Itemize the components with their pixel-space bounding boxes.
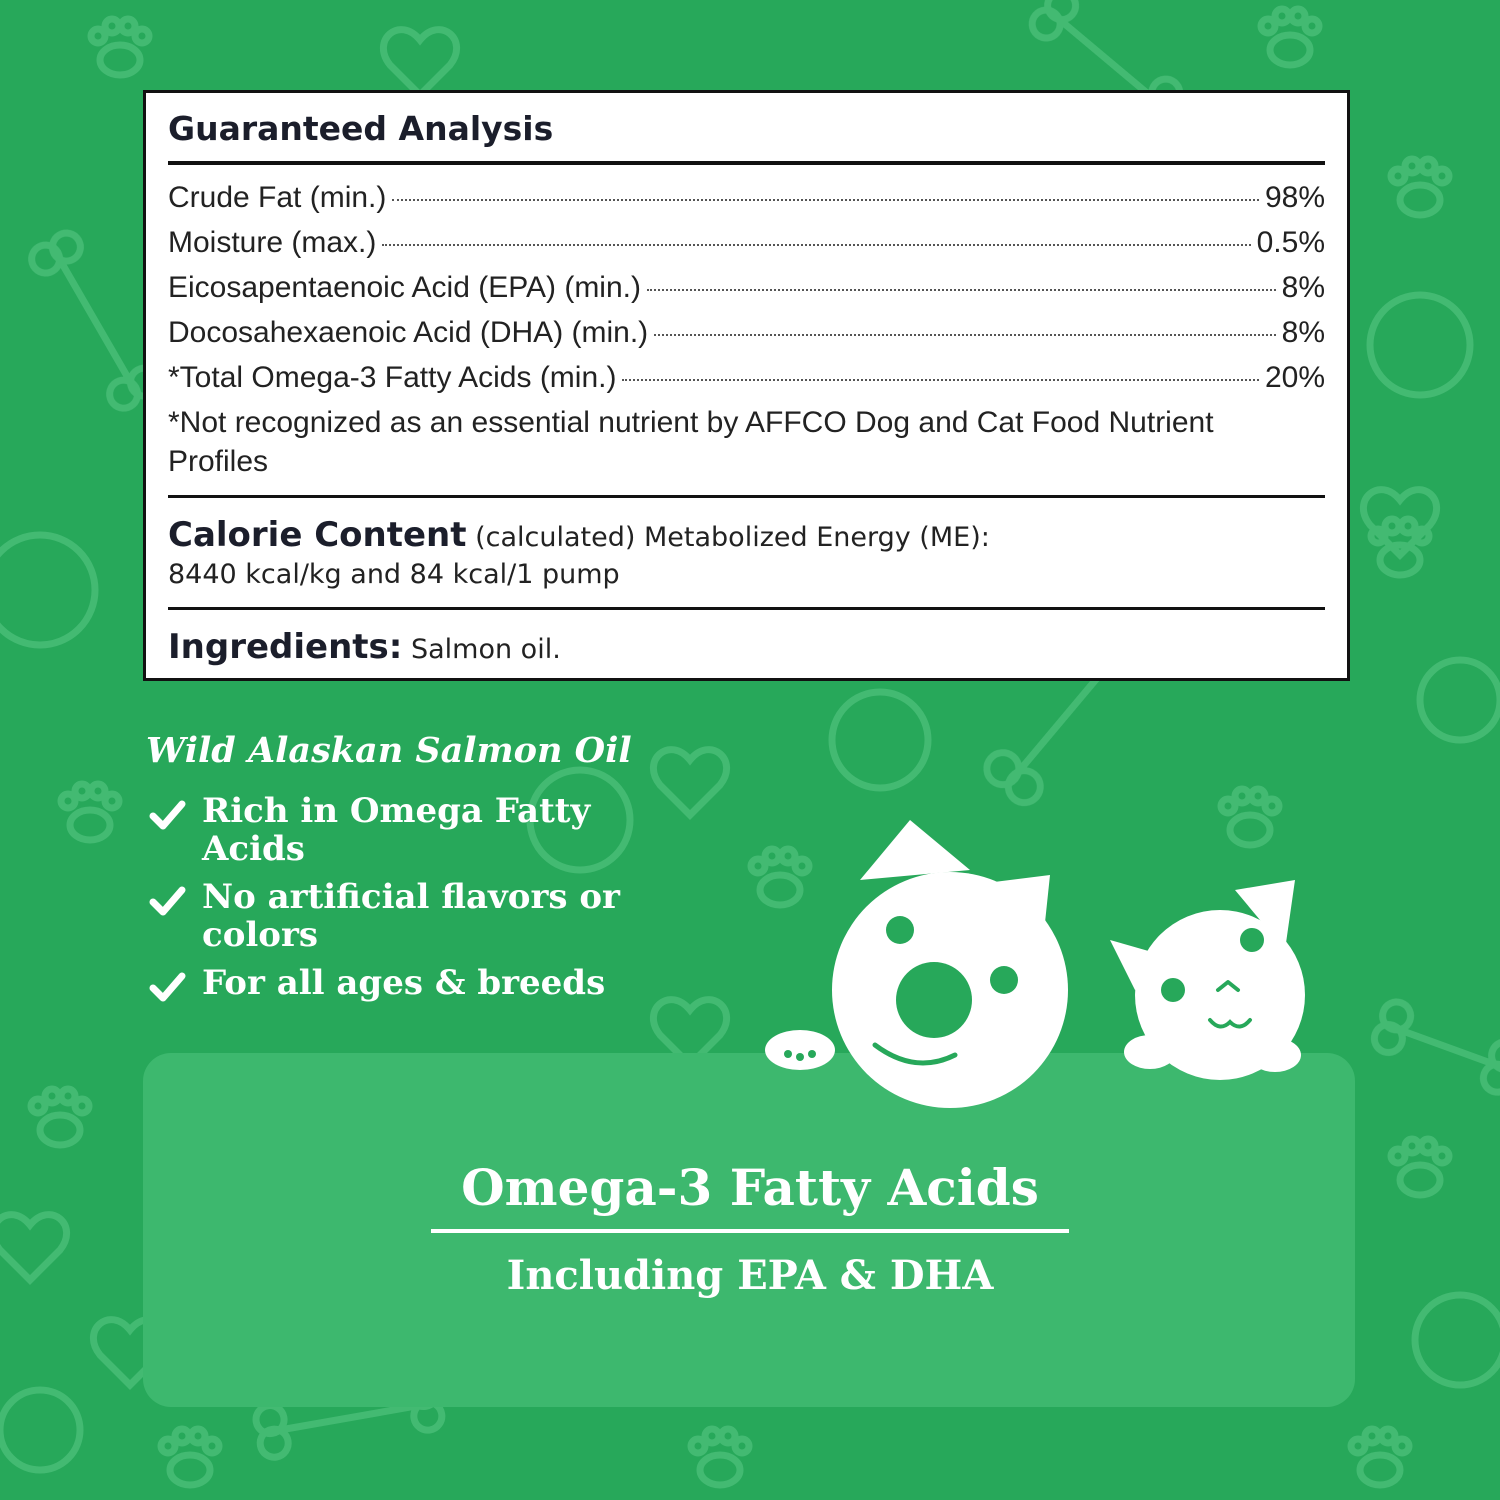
analysis-row xyxy=(168,361,1325,401)
calorie-qualifier: (calculated) Metabolized Energy (ME): xyxy=(475,522,990,553)
calorie-content xyxy=(168,517,1268,593)
divider xyxy=(168,161,1325,165)
divider xyxy=(168,607,1325,610)
dog-illustration xyxy=(765,820,1068,1108)
paw-print-icon xyxy=(1261,9,1319,65)
check-icon xyxy=(148,966,186,1006)
ingredients-heading: Ingredients: xyxy=(168,627,403,667)
analysis-row-value: 8% xyxy=(1281,316,1325,349)
ball-icon xyxy=(0,1390,80,1470)
ball-icon xyxy=(1420,660,1500,740)
ingredients xyxy=(168,627,561,667)
ball-icon xyxy=(1415,1295,1500,1385)
feature-text: Rich in Omega Fatty Acids xyxy=(202,791,591,869)
cat-illustration xyxy=(1110,880,1305,1080)
guaranteed-analysis-title: Guaranteed Analysis xyxy=(168,109,554,148)
analysis-row-value: 0.5% xyxy=(1256,226,1325,259)
paw-print-icon xyxy=(1391,159,1449,215)
analysis-row-label: Eicosapentaenoic Acid (EPA) (min.) xyxy=(168,271,641,304)
feature-item xyxy=(148,792,668,868)
heart-icon xyxy=(383,30,456,95)
paw-print-icon xyxy=(1371,519,1429,575)
feature-item xyxy=(148,964,668,1006)
analysis-row-label: Crude Fat (min.) xyxy=(168,181,387,214)
bone-icon xyxy=(1370,998,1500,1096)
analysis-row xyxy=(168,271,1325,311)
omega-banner-title: Omega-3 Fatty Acids xyxy=(461,1158,1039,1217)
product-subheading: Wild Alaskan Salmon Oil xyxy=(146,730,632,771)
analysis-row-value: 8% xyxy=(1281,271,1325,304)
calorie-value: 8440 kcal/kg and 84 kcal/1 pump xyxy=(168,559,620,590)
dot-leader xyxy=(622,379,1258,381)
analysis-row xyxy=(168,226,1325,266)
paw-print-icon xyxy=(61,784,119,840)
dot-leader xyxy=(647,289,1276,291)
paw-print-icon xyxy=(91,19,149,75)
feature-item xyxy=(148,878,668,954)
dot-leader xyxy=(654,334,1275,336)
omega-banner-underline xyxy=(431,1229,1069,1233)
pets-illustration xyxy=(740,810,1340,1110)
feature-list xyxy=(148,792,668,1016)
paw-print-icon xyxy=(691,1429,749,1485)
analysis-row xyxy=(168,316,1325,356)
analysis-row xyxy=(168,181,1325,221)
check-icon xyxy=(148,880,186,920)
feature-text: For all ages & breeds xyxy=(202,963,606,1003)
ingredients-value: Salmon oil. xyxy=(410,634,561,665)
analysis-row-value: 20% xyxy=(1264,361,1325,394)
ball-icon xyxy=(0,535,95,645)
analysis-row-label: Moisture (max.) xyxy=(168,226,377,259)
check-icon xyxy=(148,794,186,834)
paw-print-icon xyxy=(161,1429,219,1485)
analysis-footnote: *Not recognized as an essential nutrient by AFFCO Dog and Cat Food Nutrient Profiles xyxy=(168,406,1214,478)
paw-print-icon xyxy=(31,1089,89,1145)
analysis-row-label: Docosahexaenoic Acid (DHA) (min.) xyxy=(168,316,649,349)
calorie-heading: Calorie Content xyxy=(168,515,467,555)
ball-icon xyxy=(832,692,928,788)
analysis-row-value: 98% xyxy=(1264,181,1325,214)
paw-print-icon xyxy=(1351,1429,1409,1485)
ball-icon xyxy=(1370,295,1470,395)
feature-text: No artificial flavors or colors xyxy=(202,877,620,955)
divider xyxy=(168,495,1325,498)
dot-leader xyxy=(382,244,1250,246)
guaranteed-analysis-card xyxy=(143,90,1350,681)
analysis-row-label: *Total Omega-3 Fatty Acids (min.) xyxy=(168,361,617,394)
dot-leader xyxy=(392,199,1259,201)
omega-banner-subtitle: Including EPA & DHA xyxy=(506,1252,994,1299)
